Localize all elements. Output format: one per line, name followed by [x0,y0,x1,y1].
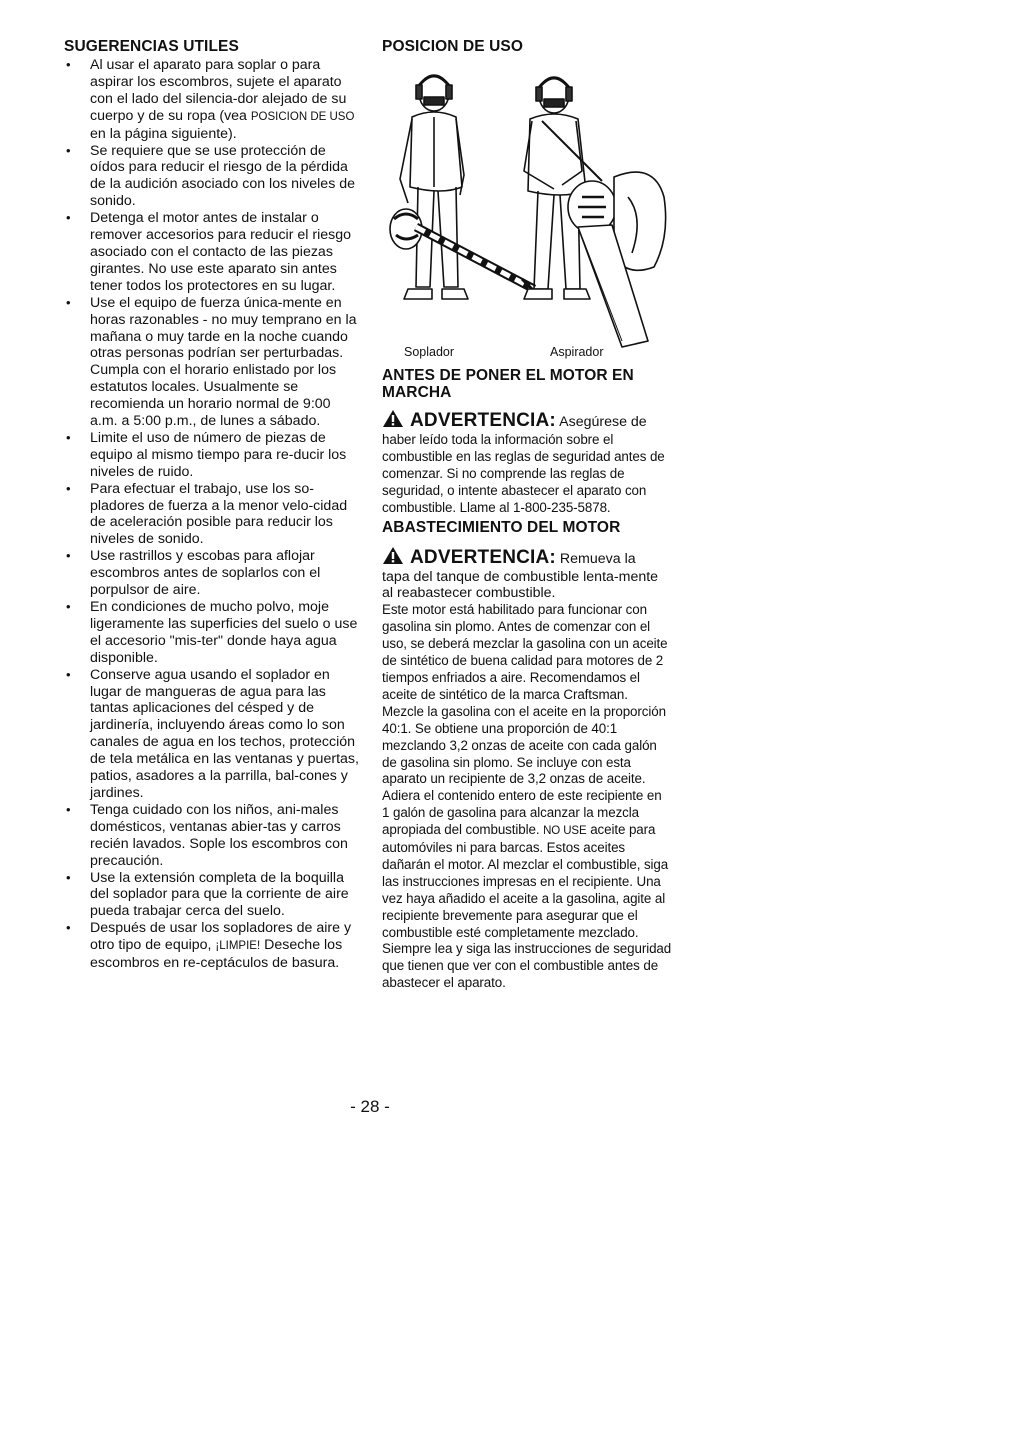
heading-sugerencias: SUGERENCIAS UTILES [64,38,239,55]
list-item: • Use rastrillos y escobas para aflojar escombros antes de soplarlos con el porpulsor de aire. [64,548,360,599]
warning-label: ADVERTENCIA: [410,546,556,568]
heading-abastecimiento: ABASTECIMIENTO DEL MOTOR [382,518,621,536]
blower-operator-figure [390,75,536,299]
heading-posicion-de-uso: POSICION DE USO [382,38,524,55]
list-item: • Tenga cuidado con los niños, ani-males domésticos, ventanas abier-tas y carros recién lavados. Sople los escombros con precaución. [64,802,360,870]
operator-figures-drawing [382,57,672,357]
list-item: • Conserve agua usando el soplador en lugar de mangueras de agua para las tantas aplicaciones del césped y de jardinería, incluyendo áreas como lo son canales de agua en los techos, protección de tela metálica en las ventanas y puertas, patios, asadores a la parrilla, bal-cones y jardines. [64,667,360,802]
caption-soplador: Soplador [404,345,455,359]
left-column [64,38,360,972]
list-item: • Use la extensión completa de la boquilla del soplador para que la corriente de aire pueda trabajar cerca del suelo. [64,870,360,921]
tips-list [64,57,360,972]
page-number: - 28 - [350,1097,390,1116]
warning-label: ADVERTENCIA: [410,410,556,431]
list-item: • Limite el uso de número de piezas de equipo al mismo tiempo para re-ducir los niveles de ruido. [64,430,360,481]
list-item: • Después de usar los sopladores de aire y otro tipo de equipo, ¡LIMPIE! Deseche los escombros en re-ceptáculos de basura. [64,920,360,972]
list-item: • Detenga el motor antes de instalar o remover accesorios para reducir el riesgo asociado con el contacto de las piezas girantes. No use este aparato sin antes tener todos los protectores en su lugar. [64,210,360,295]
warning-triangle-icon [382,546,404,565]
operating-position-illustration [382,57,672,357]
fuel-mixing-instructions: Este motor está habilitado para funcionar con gasolina sin plomo. Antes de comenzar con el uso, se deberá mezclar la gasolina con un aceite de sintético de buena calidad para motores de 2 tiempos enfriados a aire. Recomendamos el aceite de sintético de la marca Craftsman. Mezcle la gasolina con el aceite en la proporción 40:1. Se obtiene una proporción de 40:1 mezclando 3,2 onzas de aceite con cada galón de gasolina sin plomo. Se incluye con esta aparato un recipiente de 3,2 onzas de aceite. Adiera el contenido entero de este recipiente en 1 galón de gasolina para alcanzar la mezcla apropiada del combustible. NO USE aceite para automóviles ni para barcas. Estos aceites dañarán el motor. Al mezclar el combustible, siga las instrucciones impresas en el recipiente. Una vez haya añadido el aceite a la gasolina, agite al recipiente brevemente para asegurar que el combustible esté completamente mezclado. Siempre lea y siga las instrucciones de seguridad que tienen que ver con el combustible antes de abastecer el aparato. [382,602,672,991]
warning2-text: tapa del tanque de combustible lenta-mente al reabastecer combustible. [382,568,659,602]
right-column [382,38,672,992]
list-item: • Al usar el aparato para soplar o para aspirar los escombros, sujete el aparato con el lado del silencia-dor alejado de su cuerpo y de su ropa (vea POSICION DE USO en la página siguiente). [64,57,360,143]
list-item: • Se requiere que se use protección de oídos para reducir el riesgo de la pérdida de la audición asociado con los niveles de sonido. [64,143,360,211]
caption-aspirador: Aspirador [550,345,604,359]
warning-triangle-icon [382,409,404,428]
warning1-text: haber leído toda la información sobre el combustible en las reglas de seguridad antes de comenzar. Si no comprende las reglas de seguridad, o intente abastecer el aparato con combustible. Llame al 1-800-235-5878. [382,432,665,515]
list-item: • En condiciones de mucho polvo, moje ligeramente las superficies del suelo o use el accesorio "mis-ter" donde haya agua disponible. [64,599,360,667]
vacuum-operator-figure [524,77,666,347]
warning-fuel-cap: ADVERTENCIA: Remueva la [382,546,672,569]
list-item: • Para efectuar el trabajo, use los so-pladores de fuerza a la menor velo-cidad de aceleración posible para reducir los niveles de sonido. [64,481,360,549]
heading-antes-de-poner: ANTES DE PONER EL MOTOR EN MARCHA [382,367,634,401]
list-item: • Use el equipo de fuerza única-mente en horas razonables - no muy temprano en la mañana o muy tarde en la noche cuando otras personas podrían ser perturbadas. Cumpla con el horario enlistado por los estatutos locales. Usualmente se recomienda un horario normal de 9:00 a.m. a 5:00 p.m., de lunes a sábado. [64,295,360,430]
warning-fuel-rules: ADVERTENCIA: Asegúrese de [382,409,672,432]
